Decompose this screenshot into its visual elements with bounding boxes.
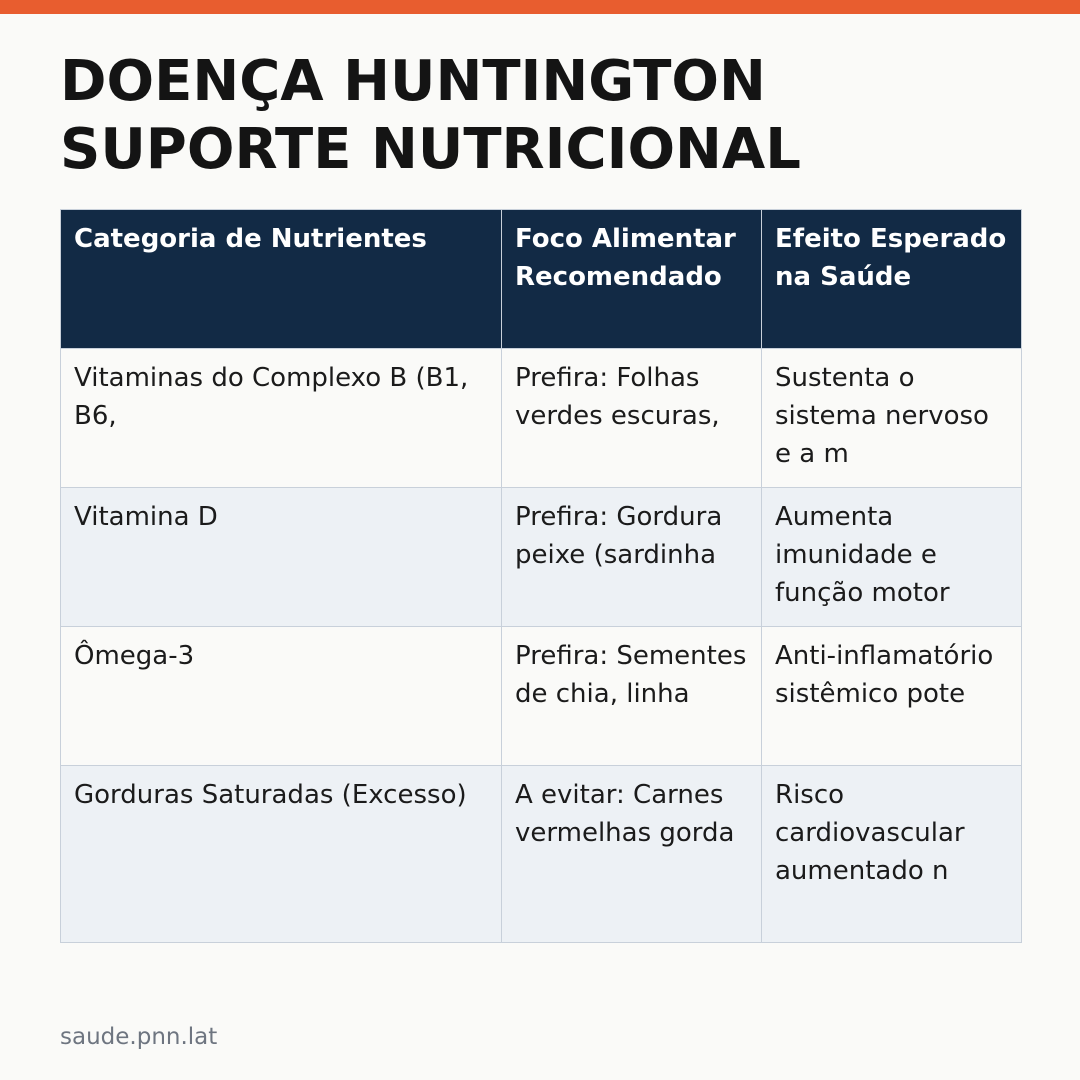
cell-expected-effect: Risco cardiovascular aumentado n [762,766,1022,943]
cell-recommended-food: A evitar: Carnes vermelhas gorda [502,766,762,943]
table-row [61,349,1022,488]
title-line-1: DOENÇA HUNTINGTON [60,49,766,114]
cell-nutrient-category: Gorduras Saturadas (Excesso) [61,766,502,943]
title-line-2: SUPORTE NUTRICIONAL [60,117,801,182]
cell-expected-effect: Aumenta imunidade e função motor [762,488,1022,627]
footer-site-url: saude.pnn.lat [60,1024,218,1050]
cell-nutrient-category: Vitaminas do Complexo B (B1, B6, [61,349,502,488]
nutrition-table [60,209,1022,943]
table-row [61,488,1022,627]
table-row [61,627,1022,766]
cell-expected-effect: Sustenta o sistema nervoso e a m [762,349,1022,488]
cell-nutrient-category: Ômega-3 [61,627,502,766]
top-accent-bar [0,0,1080,14]
page-title [60,48,801,184]
cell-recommended-food: Prefira: Gordura peixe (sardinha [502,488,762,627]
table-header-row [61,210,1022,349]
header-recommended-food: Foco Alimentar Recomendado [502,210,762,349]
header-expected-effect: Efeito Esperado na Saúde [762,210,1022,349]
table-row [61,766,1022,943]
cell-nutrient-category: Vitamina D [61,488,502,627]
header-nutrient-category: Categoria de Nutrientes [61,210,502,349]
cell-recommended-food: Prefira: Sementes de chia, linha [502,627,762,766]
cell-expected-effect: Anti-inflamatório sistêmico pote [762,627,1022,766]
cell-recommended-food: Prefira: Folhas verdes escuras, [502,349,762,488]
